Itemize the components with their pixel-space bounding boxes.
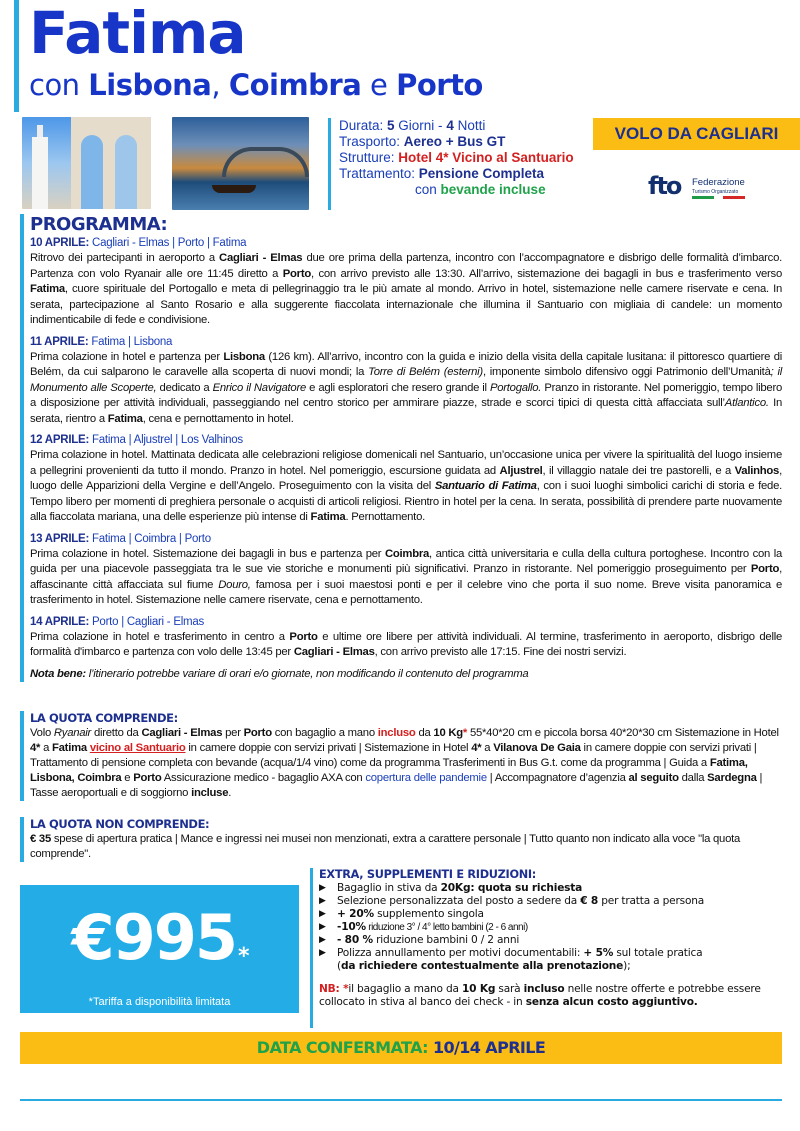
text: per tratta a persona: [598, 895, 705, 907]
quota-comprende-section: [20, 711, 782, 801]
fatima-sanctuary-photo: [22, 117, 151, 209]
day-route: Fatima | Lisbona: [88, 335, 173, 348]
day-item: [30, 532, 782, 609]
text: , cuore spirituale del Portogallo e meta di pellegrinaggio tra le più amate al mondo. Arrivo in hotel, sistemazione nelle camere riservate e cena. In serata, partecipazione al Santo Rosario e alla suggerente fiaccolata internazionale che illumina il Santuario con migliaia di candele: un momento indimenticabile di fede e condivisione.: [30, 283, 782, 326]
text: riduzione bambini 0 / 2 anni: [372, 934, 520, 946]
price-value: €995: [71, 901, 237, 974]
text-italic: Enrico il Navigatore: [212, 381, 307, 394]
nota-bene: [30, 667, 782, 683]
text: Pranzo in ristorante. Nel pomeriggio, tempo libero a disposizione per attività individuali, passeggiando nel centro storico per ammirare piazze, strade e scorci tipici di questa città affacciata sull’: [30, 381, 783, 409]
asterisk: *: [462, 727, 468, 739]
quota-non-comprende-section: [20, 817, 782, 862]
subtitle-prefix: con: [29, 68, 89, 102]
porto-river-bridge-photo: [172, 117, 309, 210]
text: Prima colazione in hotel. Mattinata dedicata alle celebrazioni religiose domenicali nel Santuario, un’occasione unica per vivere la spiritualità del luogo insieme a pellegrini provenienti da tutto il mondo. Pranzo in hotel. Nel pomeriggio, escursione guidata ad: [30, 449, 782, 477]
text-bold-italic: Santuario di Fatima: [434, 480, 537, 492]
text: , con arrivo previsto alle 17:15. Fine dei nostri servizi.: [374, 646, 627, 658]
bridge-shape: [222, 147, 309, 177]
nota-text: l’itinerario potrebbe variare di orari e/o giornate, non modificando il contenuto del programma: [85, 667, 529, 680]
page-header: [14, 0, 614, 112]
extras-item: [319, 908, 790, 921]
text-bold: € 35: [30, 833, 51, 845]
date-value: 10/14 APRILE: [432, 1038, 546, 1057]
text-bold: - 80 %: [337, 934, 373, 946]
text-bold: Fatima: [107, 412, 143, 425]
text: sarà: [495, 983, 524, 995]
volo-badge: VOLO DA CAGLIARI: [593, 118, 800, 150]
program-section: [20, 214, 782, 682]
strutture-label: Strutture:: [339, 150, 399, 165]
day-title: [30, 236, 782, 251]
text: a: [481, 742, 494, 754]
subtitle-city-coimbra: Coimbra: [228, 68, 362, 102]
date-confirmed-bar: [20, 1032, 782, 1064]
subtitle-city-porto: Porto: [396, 68, 483, 102]
text: con bagaglio a mano: [271, 727, 378, 739]
text: , con arrivo previsto alle 13:30. All’arrivo, sistemazione dei bagagli in bus e trasferimento verso: [311, 267, 782, 280]
text: Polizza annullamento per motivi documentabili:: [337, 947, 584, 959]
info-trattamento: [339, 166, 578, 182]
text: per: [222, 727, 244, 739]
text: il bagaglio a mano da: [348, 983, 462, 995]
extras-heading: EXTRA, SUPPLEMENTI E RIDUZIONI:: [319, 868, 537, 881]
trip-info: [328, 118, 578, 210]
arrow-right-icon: ▶: [319, 948, 326, 958]
text-bold: Sardegna: [707, 772, 757, 784]
text-bold: Fatima, Lisbona, Coimbra: [30, 757, 748, 784]
text: sul totale pratica: [613, 947, 703, 959]
nota-label: Nota bene:: [30, 667, 86, 680]
text-bold: 4*: [471, 742, 482, 754]
nb-label: NB: *: [319, 983, 349, 995]
text: Ritrovo dei partecipanti in aeroporto a: [30, 252, 220, 264]
text-italic: Ryanair: [53, 727, 92, 739]
text: famosa per i suoi maestosi ponti e per il celebre vino che porta il suo nome. Breve visita panoramica e trasferimento in hotel. Sistemazione nelle camere riservate, cena e pernottamento.: [30, 578, 783, 606]
text: In serata, rientro a: [30, 397, 782, 425]
arrow-right-icon: ▶: [319, 922, 326, 932]
text: , con i suoi luoghi simbolici carichi di storia e fede. Tempo libero per momenti di preghiera personale o acquisti di articoli religiosi. Rientro in hotel per la cena. In serata, possibilità di prendere parte nuovamente alla fiaccolata mariana, una delle esperienze più intense di: [30, 480, 782, 523]
page-title: Fatima: [29, 0, 246, 67]
day-description: [30, 448, 782, 526]
durata-nights: 4: [446, 118, 454, 133]
day-description: [30, 350, 782, 428]
boat-shape: [212, 185, 256, 193]
bevande-prefix: con: [415, 182, 441, 197]
text-italic: Portogallo.: [489, 381, 542, 394]
text-bold: Vilanova De Gaia: [493, 742, 581, 754]
text-italic: ; il Monumento alle Scoperte,: [30, 366, 782, 394]
day-route: Fatima | Coimbra | Porto: [89, 532, 211, 545]
extras-section: [310, 868, 790, 1028]
text-bold: al seguito: [628, 772, 679, 784]
text: );: [623, 960, 631, 972]
text: Prima colazione in hotel e trasferimento in centro a: [30, 630, 290, 643]
price: [20, 903, 299, 992]
text: a: [40, 742, 52, 754]
text: .: [228, 787, 232, 799]
info-trasporto: [339, 134, 578, 150]
text-bold: 10 Kg: [433, 727, 463, 739]
day-title: [30, 335, 782, 350]
text-bold: Fatima: [52, 742, 87, 754]
durata-label: Durata:: [339, 118, 388, 133]
text: , il villaggio natale dei tre pastorelli, e a: [542, 464, 735, 477]
text: Assicurazione medico - bagaglio AXA con: [161, 772, 366, 784]
church-tower-shape: [32, 137, 48, 209]
text-bold: Porto: [133, 772, 162, 784]
extras-item-continuation: [319, 960, 790, 973]
extras-item: [319, 921, 790, 934]
text-bold: -10%: [337, 921, 366, 933]
text: (: [337, 960, 341, 972]
fto-logo: [648, 172, 758, 206]
day-title: [30, 532, 782, 547]
text-bold: Porto: [243, 727, 272, 739]
strutture-value: Hotel 4* Vicino al Santuario: [398, 150, 574, 165]
fto-logo-line2: Turismo Organizzato: [692, 189, 739, 195]
text: | Accompagnatore d’agenzia: [486, 772, 629, 784]
text-bold: 4*: [30, 742, 41, 754]
program-heading: PROGRAMMA:: [30, 214, 168, 235]
page-subtitle: [29, 66, 614, 104]
text-bold: + 20%: [337, 908, 374, 920]
text-bold: 20Kg: quota su richiesta: [440, 882, 583, 894]
text-bold: Fatima: [310, 511, 346, 523]
text: , imponente simbolo difensivo oggi Patrimonio dell’Umanità: [482, 366, 771, 378]
price-note: *Tariffa a disponibilità limitata: [88, 996, 231, 1008]
arrow-right-icon: ▶: [319, 896, 326, 906]
day-date: 12 APRILE:: [30, 434, 90, 446]
text: diretto da: [91, 727, 142, 739]
text: in camere doppie con servizi privati | Sistemazione in Hotel: [185, 742, 472, 754]
trattamento-label: Trattamento:: [339, 166, 419, 181]
text-bold: incluse: [191, 787, 229, 799]
subtitle-sep: e: [361, 68, 397, 102]
text: dedicato a: [156, 381, 213, 394]
text-bold: senza alcun costo aggiuntivo.: [525, 996, 698, 1008]
flag-red-stripe: [723, 196, 745, 199]
text: e ultime ore libere per attività individuali. Al termine, trasferimento in aeroporto, disbrigo delle formalità d'imbarco e partenza con volo delle 13:45 per: [30, 630, 782, 658]
day-date: 14 APRILE:: [30, 615, 90, 628]
text-bold: Porto: [289, 630, 318, 643]
text: due ore prima della partenza, incontro con l’accompagnatore e disbrigo delle formalità d’imbarco. Partenza con volo Ryanair alle ore 11:45 diretto a: [30, 252, 782, 280]
arrow-right-icon: ▶: [319, 883, 326, 893]
day-item: [30, 433, 782, 526]
text: , luogo delle Apparizioni della Vergine e dell’Angelo. Proseguimento con la visita del: [30, 464, 782, 492]
text: 55*40*20 cm e piccola borsa 40*20*30 cm Sistemazione in Hotel: [467, 727, 779, 739]
durata-days-unit: Giorni -: [394, 118, 447, 133]
day-date: 11 APRILE:: [30, 335, 89, 348]
day-item: [30, 236, 782, 329]
text: spese di apertura pratica | Mance e ingressi nei musei non menzionati, extra a carattere personale | Tutto quanto non indicato alla voce "la quota comprende".: [30, 833, 741, 860]
text: Prima colazione in hotel. Sistemazione dei bagagli in bus e partenza per: [30, 547, 385, 560]
quota-comprende-heading: LA QUOTA COMPRENDE:: [30, 711, 178, 725]
durata-days: 5: [387, 118, 395, 133]
info-strutture: [339, 150, 578, 166]
quota-non-comprende-text: [30, 832, 782, 862]
day-item: [30, 615, 782, 661]
text: supplemento singola: [373, 908, 484, 920]
text: , antica città universitaria e culla della cultura portoghese. Incontro con la guida per una piacevole passeggiata tra le sue vie storiche e monumenti più significativi. Pranzo in ristorante. Nel pomeriggio proseguimento per: [30, 547, 782, 575]
day-description: [30, 547, 782, 609]
quota-non-comprende-heading: LA QUOTA NON COMPRENDE:: [30, 817, 210, 831]
text: in camere doppie con servizi privati | Trattamento di pensione completa con bevande (acqua/1/4 vino) come da programma Trasferimenti in Bus G.t. come da programma | Guida a: [30, 742, 757, 769]
bottom-divider: [20, 1099, 782, 1101]
day-description: [30, 251, 782, 329]
text-bold: € 8: [580, 895, 599, 907]
date-label: DATA CONFERMATA:: [256, 1038, 433, 1057]
day-route: Porto | Cagliari - Elmas: [89, 615, 205, 628]
text-bold: Fatima: [30, 283, 65, 295]
day-date: 13 APRILE:: [30, 532, 90, 545]
text: e: [121, 772, 134, 784]
text-bold: Cagliari - Elmas: [293, 646, 375, 658]
text-bold: incluso: [523, 983, 565, 995]
extras-item: [319, 882, 790, 895]
text-bold: Porto: [750, 563, 780, 575]
price-box: [20, 885, 299, 1013]
text-bold: Porto: [282, 267, 311, 280]
text: Bagaglio in stiva da: [337, 882, 441, 894]
text-italic: Douro,: [218, 578, 251, 591]
text: nelle nostre offerte e potrebbe essere collocato in stiva al banco dei check - in: [319, 983, 761, 1008]
trasporto-value: Aereo + Bus GT: [403, 134, 506, 149]
text: Prima colazione in hotel e partenza per: [30, 350, 224, 363]
text-bold: Cagliari - Elmas: [219, 252, 303, 264]
text: (126 km). All’arrivo, incontro con la guida e inizio della visita della capitale lusitana: il pittoresco quartiere di Belém, da cui salparono le caravelle alla scoperta di nuovi mondi; la: [30, 350, 782, 378]
text: . Pernottamento.: [345, 511, 425, 523]
text-bold: Lisbona: [223, 350, 265, 363]
text-bold: Coimbra: [384, 547, 430, 560]
quota-comprende-text: [30, 726, 782, 801]
info-durata: [339, 118, 578, 134]
day-date: 10 APRILE:: [30, 237, 90, 249]
text: , affascinante città affacciata sul fiume: [30, 563, 782, 591]
extras-item: [319, 947, 790, 960]
subtitle-sep: ,: [211, 68, 229, 102]
trasporto-label: Trasporto:: [339, 134, 404, 149]
arrow-right-icon: ▶: [319, 935, 326, 945]
durata-nights-unit: Notti: [453, 118, 486, 133]
text-italic: Atlantico.: [724, 397, 769, 409]
text-red: incluso: [377, 727, 416, 739]
flag-green-stripe: [692, 196, 714, 199]
text-italic: Torre di Belém (esterni): [368, 366, 483, 378]
text: da: [415, 727, 434, 739]
extras-item: [319, 895, 790, 908]
subtitle-city-lisbona: Lisbona: [88, 68, 212, 102]
day-route: Fatima | Aljustrel | Los Valhinos: [89, 434, 243, 446]
bevande-value: bevande incluse: [440, 182, 546, 197]
text-bold: + 5%: [583, 947, 614, 959]
day-route: Cagliari - Elmas | Porto | Fatima: [89, 237, 247, 249]
colonnade-shape: [71, 117, 151, 209]
text-bold: Cagliari - Elmas: [141, 727, 223, 739]
text-underline-red: vicino al Santuario: [89, 742, 186, 754]
text: e agli esploratori che resero grande il: [306, 381, 490, 394]
fto-logo-mark: fto: [648, 172, 681, 200]
arrow-right-icon: ▶: [319, 909, 326, 919]
text-bold: Aljustrel: [499, 464, 543, 477]
day-item: [30, 335, 782, 428]
info-bevande: [339, 182, 578, 198]
extras-list: [319, 882, 790, 960]
text-bold: Valinhos: [734, 464, 780, 477]
day-description: [30, 630, 782, 661]
text: , cena e pernottamento in hotel.: [142, 412, 294, 425]
text: dalla: [678, 772, 708, 784]
text: riduzione 3° / 4° letto bambini (2 - 6 anni): [365, 922, 528, 933]
nb-note: [319, 983, 790, 1009]
text: Volo: [30, 727, 54, 739]
extras-item: [319, 934, 790, 947]
fto-logo-line1: Federazione: [692, 177, 745, 188]
text-blue: copertura delle pandemie: [365, 772, 487, 784]
text: | Tasse aeroportuali e di soggiorno: [30, 772, 763, 799]
day-title: [30, 615, 782, 630]
price-asterisk: *: [238, 944, 248, 969]
text-bold: 10 Kg: [461, 983, 496, 995]
day-title: [30, 433, 782, 448]
text-bold: da richiedere contestualmente alla prenotazione: [340, 960, 624, 972]
text: Selezione personalizzata del posto a sedere da: [337, 895, 581, 907]
trattamento-value: Pensione Completa: [418, 166, 545, 181]
